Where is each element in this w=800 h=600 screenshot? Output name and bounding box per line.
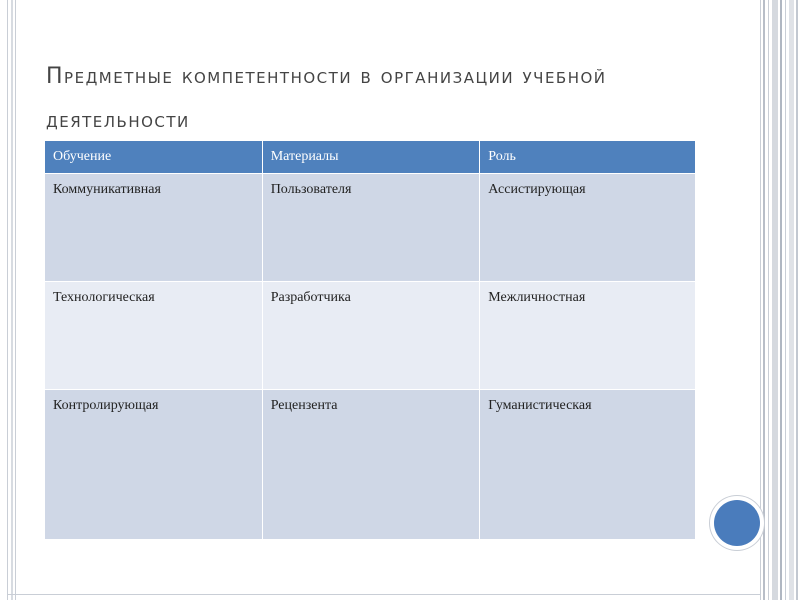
frame-line: [11, 0, 13, 600]
table-cell: Технологическая: [45, 282, 263, 390]
competence-table: [44, 140, 696, 540]
title-text: редметные компетентности в организации учебной деятельности: [46, 64, 607, 133]
table-cell: Ассистирующая: [480, 174, 696, 282]
decorative-circle: [714, 500, 760, 546]
table-cell: Разработчика: [262, 282, 480, 390]
table-row: [45, 282, 696, 390]
table-header-row: [45, 141, 696, 174]
table-cell: Контролирующая: [45, 390, 263, 540]
table-cell: Межличностная: [480, 282, 696, 390]
table-cell: Коммуникативная: [45, 174, 263, 282]
table-row: [45, 390, 696, 540]
table-cell: Рецензента: [262, 390, 480, 540]
header-cell: Обучение: [45, 141, 263, 174]
frame-line: [7, 594, 761, 595]
slide-title: [46, 50, 736, 143]
title-initial: п: [46, 53, 65, 91]
decorative-stripes: [760, 0, 800, 600]
table-row: [45, 174, 696, 282]
table-cell: Гуманистическая: [480, 390, 696, 540]
frame-line: [7, 0, 8, 600]
frame-line: [15, 0, 16, 600]
header-cell: Материалы: [262, 141, 480, 174]
header-cell: Роль: [480, 141, 696, 174]
table-cell: Пользователя: [262, 174, 480, 282]
